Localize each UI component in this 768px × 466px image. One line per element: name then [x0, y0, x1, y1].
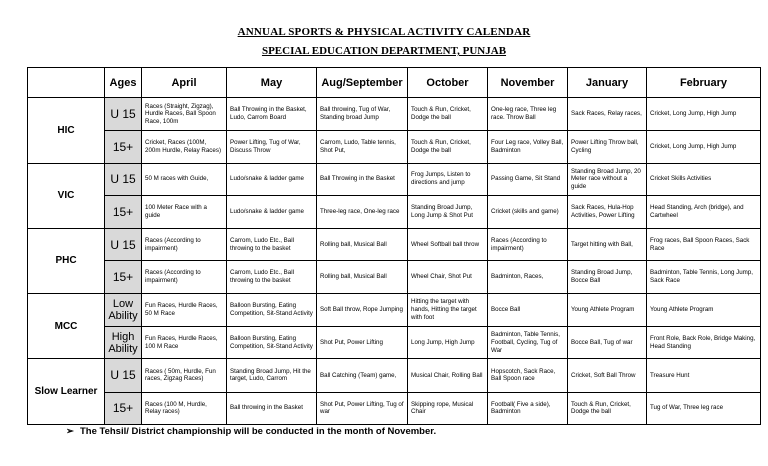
arrow-bullet-icon: ➢: [66, 426, 74, 437]
activity-cell: Fun Races, Hurdle Races, 100 M Race: [142, 327, 227, 359]
activity-cell: Cricket, Long Jump, High Jump: [647, 131, 761, 163]
activity-cell: One-leg race, Three leg race. Throw Ball: [488, 98, 568, 131]
activity-cell: Cricket (skills and game): [488, 195, 568, 228]
column-header: April: [142, 68, 227, 98]
activity-cell: Races (According to impairment): [142, 229, 227, 261]
header-row: [28, 68, 761, 98]
table-row: [28, 163, 761, 195]
table-row: [28, 229, 761, 261]
activity-cell: Carrom, Ludo, Table tennis, Shot Put,: [317, 131, 408, 163]
activity-cell: Cricket, Soft Ball Throw: [568, 359, 647, 392]
activity-cell: Shot Put, Power Lifting: [317, 327, 408, 359]
column-header: May: [227, 68, 317, 98]
activity-cell: Balloon Bursting, Eating Competition, Sit-Stand Activity: [227, 293, 317, 326]
age-cell: U 15: [105, 163, 142, 195]
activity-cell: Touch & Run, Cricket, Dodge the ball: [408, 98, 488, 131]
activity-cell: Treasure Hunt: [647, 359, 761, 392]
table-row: [28, 195, 761, 228]
activity-cell: Three-leg race, One-leg race: [317, 195, 408, 228]
activity-cell: Frog races, Ball Spoon Races, Sack Race: [647, 229, 761, 261]
activity-cell: Ball Throwing in the Basket, Ludo, Carrom Board: [227, 98, 317, 131]
activity-calendar-table: [27, 67, 761, 425]
table-row: [28, 98, 761, 131]
group-label: PHC: [28, 229, 105, 294]
column-header: November: [488, 68, 568, 98]
activity-cell: Balloon Bursting, Eating Competition, Sit-Stand Activity: [227, 327, 317, 359]
activity-cell: Rolling ball, Musical Ball: [317, 261, 408, 293]
activity-cell: Hitting the target with hands, Hitting the target with foot: [408, 293, 488, 326]
header-corner: [28, 68, 105, 98]
activity-cell: Ball Catching (Team) game,: [317, 359, 408, 392]
activity-cell: Cricket Skills Activities: [647, 163, 761, 195]
activity-cell: Target hitting with Ball,: [568, 229, 647, 261]
activity-cell: Long Jump, High Jump: [408, 327, 488, 359]
activity-cell: Skipping rope, Musical Chair: [408, 392, 488, 424]
activity-cell: Badminton, Races,: [488, 261, 568, 293]
activity-cell: Ludo/snake & ladder game: [227, 195, 317, 228]
table-row: [28, 359, 761, 392]
table-row: [28, 131, 761, 163]
activity-cell: Ball throwing in the Basket: [227, 392, 317, 424]
activity-cell: Shot Put, Power Lifting, Tug of war: [317, 392, 408, 424]
column-header: Ages: [105, 68, 142, 98]
age-cell: U 15: [105, 229, 142, 261]
age-cell: 15+: [105, 392, 142, 424]
activity-cell: 100 Meter Race with a guide: [142, 195, 227, 228]
group-label: HIC: [28, 98, 105, 164]
activity-cell: Standing Broad Jump, Hit the target, Ludo, Carrom: [227, 359, 317, 392]
activity-cell: Frog Jumps, Listen to directions and jump: [408, 163, 488, 195]
footnote: [66, 426, 436, 437]
activity-cell: Carrom, Ludo Etc., Ball throwing to the basket: [227, 261, 317, 293]
activity-cell: Bocce Ball: [488, 293, 568, 326]
activity-cell: Standing Broad Jump, Bocce Ball: [568, 261, 647, 293]
department-subtitle: SPECIAL EDUCATION DEPARTMENT, PUNJAB: [261, 45, 507, 57]
activity-cell: Young Athlete Program: [568, 293, 647, 326]
age-cell: U 15: [105, 98, 142, 131]
table-row: [28, 261, 761, 293]
activity-cell: Head Standing, Arch (bridge), and Cartwheel: [647, 195, 761, 228]
age-cell: 15+: [105, 131, 142, 163]
table-row: [28, 392, 761, 424]
activity-cell: Badminton, Table Tennis, Football, Cycling, Tug of War: [488, 327, 568, 359]
activity-cell: Wheel Chair, Shot Put: [408, 261, 488, 293]
age-cell: 15+: [105, 261, 142, 293]
activity-cell: Musical Chair, Rolling Ball: [408, 359, 488, 392]
table-row: [28, 327, 761, 359]
activity-cell: Races (Straight, Zigzag), Hurdle Races, Ball Spoon Race, 100m: [142, 98, 227, 131]
activity-cell: Standing Broad Jump, 20 Meter race without a guide: [568, 163, 647, 195]
calendar-title: ANNUAL SPORTS & PHYSICAL ACTIVITY CALENDAR: [237, 26, 531, 38]
activity-cell: Ball throwing, Tug of War, Standing broad Jump: [317, 98, 408, 131]
age-cell: High Ability: [105, 327, 142, 359]
activity-cell: Rolling ball, Musical Ball: [317, 229, 408, 261]
group-label: Slow Learner: [28, 359, 105, 425]
table-row: [28, 293, 761, 326]
column-header: January: [568, 68, 647, 98]
activity-cell: Races (According to impairment): [488, 229, 568, 261]
age-cell: Low Ability: [105, 293, 142, 326]
group-label: VIC: [28, 163, 105, 229]
activity-cell: Cricket, Long Jump, High Jump: [647, 98, 761, 131]
activity-cell: Football( Five a side), Badminton: [488, 392, 568, 424]
column-header: Aug/September: [317, 68, 408, 98]
activity-cell: Standing Broad Jump, Long Jump & Shot Put: [408, 195, 488, 228]
activity-cell: Passing Game, Sit Stand: [488, 163, 568, 195]
activity-cell: Power Lifting, Tug of War, Discuss Throw: [227, 131, 317, 163]
activity-cell: Touch & Run, Cricket, Dodge the ball: [568, 392, 647, 424]
activity-cell: Touch & Run, Cricket, Dodge the ball: [408, 131, 488, 163]
activity-cell: Front Role, Back Role, Bridge Making, Head Standing: [647, 327, 761, 359]
activity-cell: Races (100 M, Hurdle, Relay races): [142, 392, 227, 424]
group-label: MCC: [28, 293, 105, 359]
activity-cell: Soft Ball throw, Rope Jumping: [317, 293, 408, 326]
activity-cell: Wheel Softball ball throw: [408, 229, 488, 261]
activity-cell: Fun Races, Hurdle Races, 50 M Race: [142, 293, 227, 326]
age-cell: U 15: [105, 359, 142, 392]
column-header: February: [647, 68, 761, 98]
age-cell: 15+: [105, 195, 142, 228]
activity-cell: Four Leg race, Volley Ball, Badminton: [488, 131, 568, 163]
activity-cell: Hopscotch, Sack Race, Ball Spoon race: [488, 359, 568, 392]
activity-cell: Power Lifting Throw ball, Cycling: [568, 131, 647, 163]
activity-cell: Races ( 50m, Hurdle, Fun races, Zigzag Races): [142, 359, 227, 392]
activity-cell: Badminton, Table Tennis, Long Jump, Sack Race: [647, 261, 761, 293]
activity-cell: Races (According to impairment): [142, 261, 227, 293]
activity-cell: Young Athlete Program: [647, 293, 761, 326]
activity-cell: Carrom, Ludo Etc., Ball throwing to the basket: [227, 229, 317, 261]
activity-cell: Bocce Ball, Tug of war: [568, 327, 647, 359]
activity-cell: Ball Throwing in the Basket: [317, 163, 408, 195]
activity-cell: Sack Races, Hula-Hop Activities, Power Lifting: [568, 195, 647, 228]
activity-cell: Tug of War, Three leg race: [647, 392, 761, 424]
activity-cell: Ludo/snake & ladder game: [227, 163, 317, 195]
activity-cell: Cricket, Races (100M, 200m Hurdle, Relay Races): [142, 131, 227, 163]
activity-cell: Sack Races, Relay races,: [568, 98, 647, 131]
footnote-text: The Tehsil/ District championship will be conducted in the month of November.: [79, 426, 437, 437]
activity-cell: 50 M races with Guide,: [142, 163, 227, 195]
column-header: October: [408, 68, 488, 98]
